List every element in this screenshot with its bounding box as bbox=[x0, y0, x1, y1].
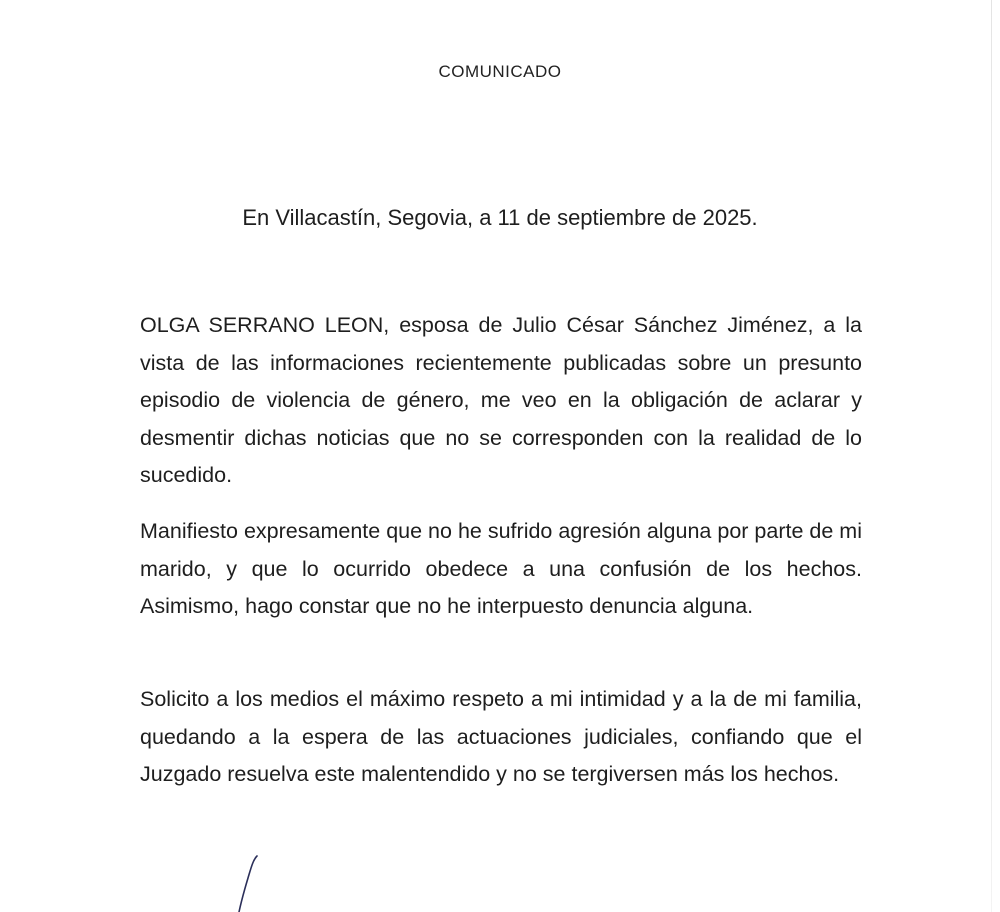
paragraph-request: Solicito a los medios el máximo respeto a mi intimidad y a la de mi familia, quedando a la espera de las actuaciones judiciales, confiando que el Juzgado resuelva este malentendido y no se tergiversen más los hechos. bbox=[140, 687, 862, 786]
paragraph-statement: OLGA SERRANO LEON, esposa de Julio César Sánchez Jiménez, a la vista de las informaciones recientemente publicadas sobre un presunto episodio de violencia de género, me veo en la obligación de aclarar y desmentir dichas noticias que no se corresponden con la realidad de lo sucedido. bbox=[140, 313, 862, 487]
signature-stroke bbox=[215, 850, 295, 912]
document-title: COMUNICADO bbox=[438, 62, 562, 81]
document-dateline: En Villacastín, Segovia, a 11 de septiembre de 2025. bbox=[242, 205, 758, 230]
paragraph-declaration: Manifiesto expresamente que no he sufrido agresión alguna por parte de mi marido, y que lo ocurrido obedece a una confusión de los hechos. Asimismo, hago constar que no he interpuesto denuncia alguna. bbox=[140, 519, 862, 618]
scan-edge-shadow bbox=[991, 0, 992, 912]
